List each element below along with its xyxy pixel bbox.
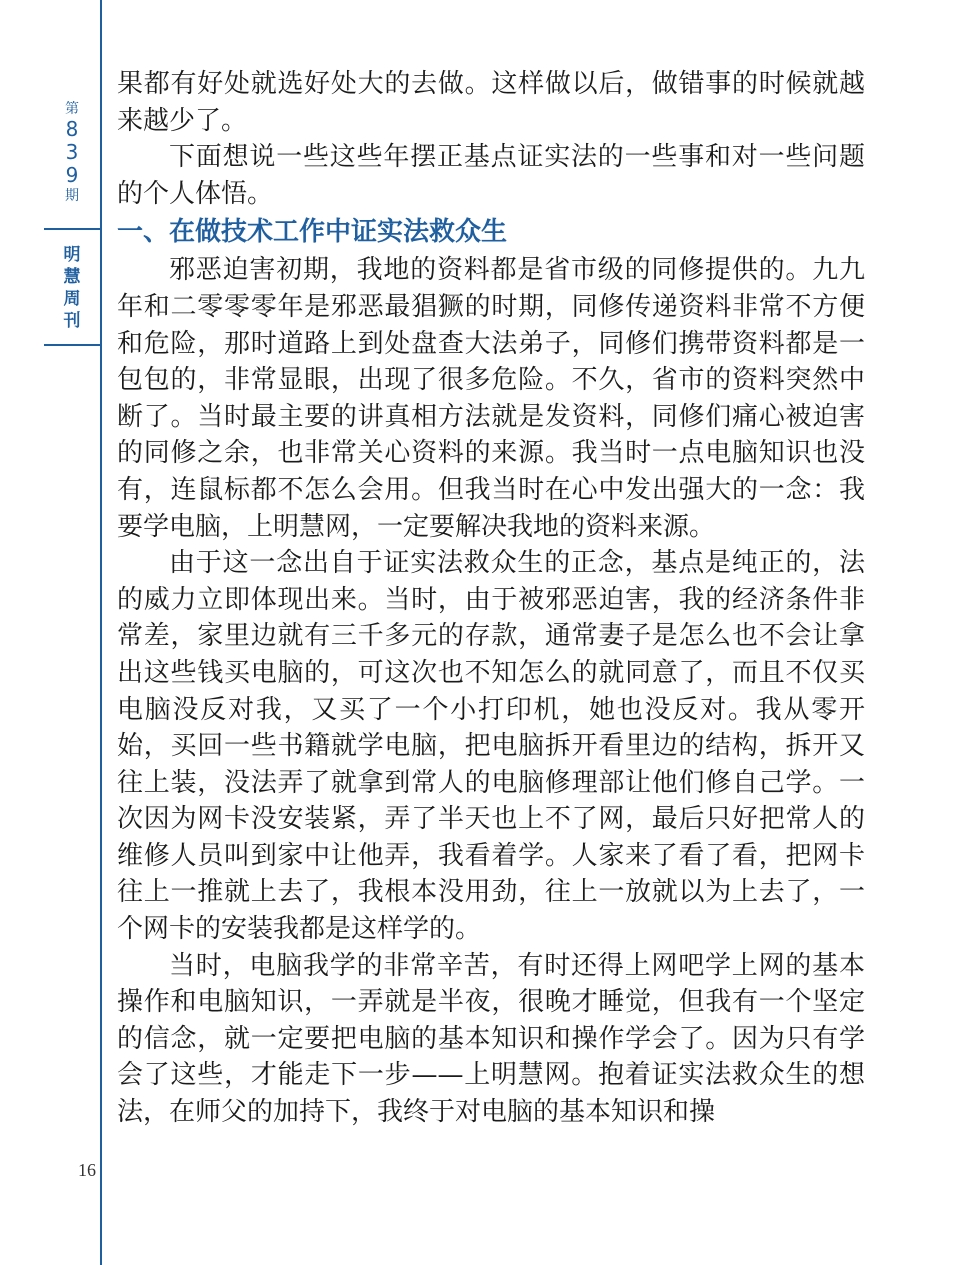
publication-name (44, 244, 100, 332)
issue-digit: 3 (65, 140, 79, 164)
issue-prefix: 第 (65, 101, 79, 117)
article-body (117, 66, 865, 1131)
paragraph: 邪恶迫害初期，我地的资料都是省市级的同修提供的。九九年和二零零零年是邪恶最猖獗的时期，同修传递资料非常不方便和危险，那时道路上到处盘查大法弟子，同修们携带资料都是一包包的，非常显眼，出现了很多危险。不久，省市的资料突然中断了。当时最主要的讲真相方法就是发资料，同修们痛心被迫害的同修之余，也非常关心资料的来源。我当时一点电脑知识也没有，连鼠标都不怎么会用。但我当时在心中发出强大的一念：我要学电脑，上明慧网，一定要解决我地的资料来源。 (117, 255, 865, 542)
publication-char: 明 (63, 245, 81, 265)
section-heading: 一、在做技术工作中证实法救众生 (117, 217, 508, 248)
publication-char: 周 (63, 289, 81, 309)
sidebar-divider-bottom (44, 344, 100, 346)
paragraph: 果都有好处就选好处大的去做。这样做以后，做错事的时候就越来越少了。 (117, 69, 865, 136)
issue-suffix: 期 (65, 188, 79, 204)
publication-char: 慧 (63, 267, 81, 287)
margin-rule (100, 0, 102, 1265)
publication-char: 刊 (63, 311, 81, 331)
issue-number (44, 100, 100, 205)
paragraph: 当时，电脑我学的非常辛苦，有时还得上网吧学上网的基本操作和电脑知识，一弄就是半夜，很晚才睡觉，但我有一个坚定的信念，就一定要把电脑的基本知识和操作学会了。因为只有学会了这些，才能走下一步——上明慧网。抱着证实法救众生的想法，在师父的加持下，我终于对电脑的基本知识和操 (117, 950, 865, 1128)
sidebar-divider-top (44, 228, 100, 230)
paragraph: 下面想说一些这些年摆正基点证实法的一些事和对一些问题的个人体悟。 (117, 142, 865, 209)
issue-digit: 8 (65, 117, 79, 141)
page-number: 16 (78, 1160, 96, 1180)
issue-digit: 9 (65, 163, 79, 187)
paragraph: 由于这一念出自于证实法救众生的正念，基点是纯正的，法的威力立即体现出来。当时，由于被邪恶迫害，我的经济条件非常差，家里边就有三千多元的存款，通常妻子是怎么也不会让拿出这些钱买电脑的，可这次也不知怎么的就同意了，而且不仅买电脑没反对我，又买了一个小打印机，她也没反对。我从零开始，买回一些书籍就学电脑，把电脑拆开看里边的结构，拆开又往上装，没法弄了就拿到常人的电脑修理部让他们修自己学。一次因为网卡没安装紧，弄了半天也上不了网，最后只好把常人的维修人员叫到家中让他弄，我看着学。人家来了看了看，把网卡往上一推就上去了，我根本没用劲，往上一放就以为上去了，一个网卡的安装我都是这样学的。 (117, 548, 865, 945)
